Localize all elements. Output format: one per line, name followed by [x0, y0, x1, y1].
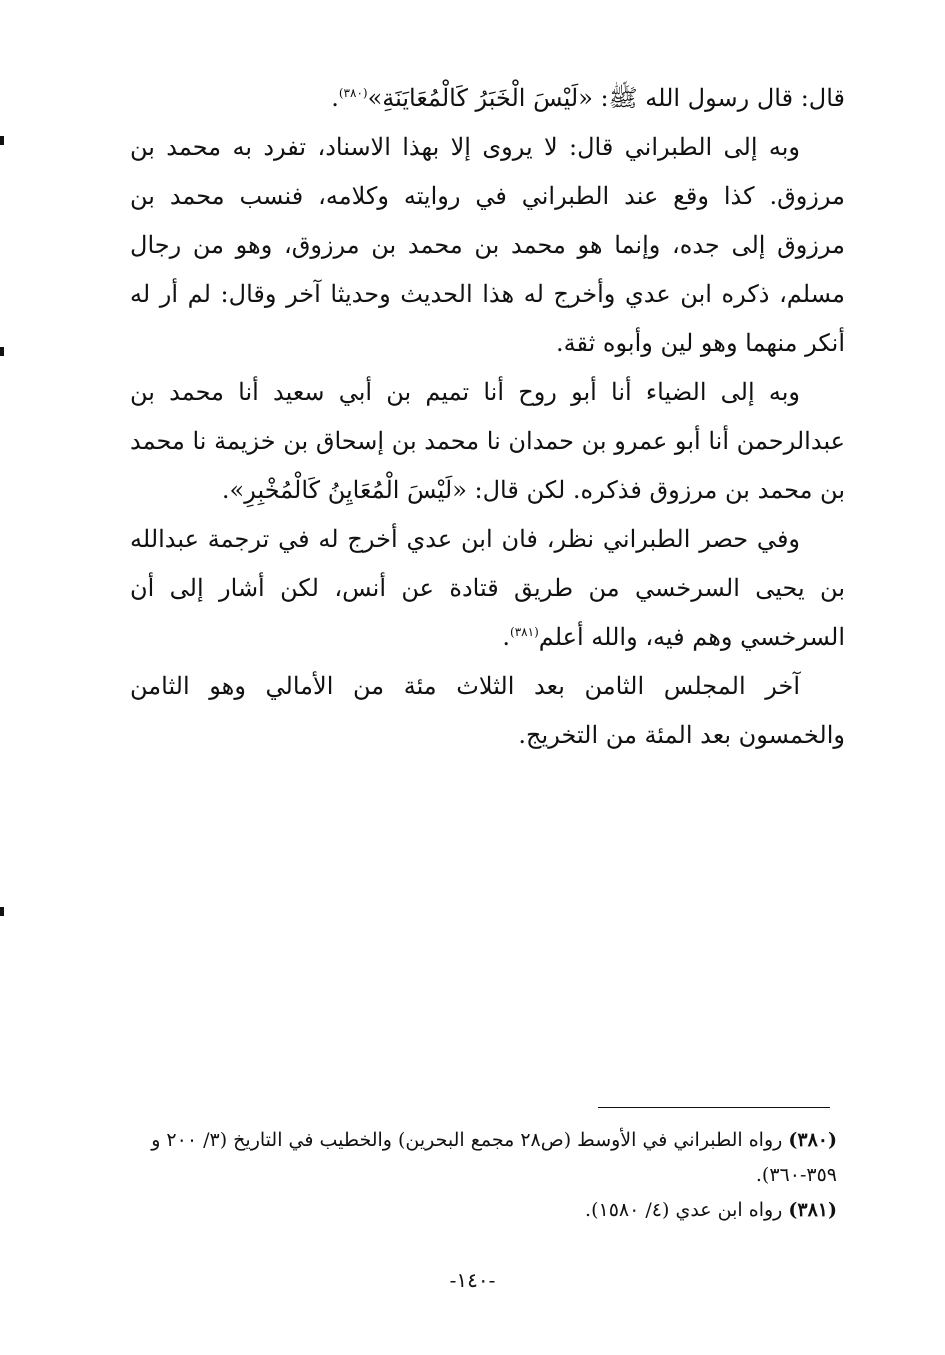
paragraph-tail: .	[331, 84, 339, 112]
paragraph-hadith	[130, 74, 845, 123]
scan-margin-mark	[0, 136, 4, 145]
main-text	[130, 74, 845, 760]
footnote-ref-381: (٣٨١)	[510, 625, 539, 639]
scan-margin-mark	[0, 347, 4, 356]
footnote-divider	[598, 1107, 830, 1108]
scan-margin-mark	[0, 907, 4, 916]
paragraph-tabarani-comment: وبه إلى الطبراني قال: لا يروى إلا بهذا الاسناد، تفرد به محمد بن مرزوق. كذا وقع عند الطبراني في روايته وكلامه، فنسب محمد بن مرزوق إلى جده، وإنما هو محمد بن محمد بن مرزوق، وهو من رجال مسلم، ذكره ابن عدي وأخرج له هذا الحديث وحديثا آخر وقال: لم أر له أنكر منهما وهو لين وأبوه ثقة.	[130, 133, 845, 357]
paragraph-text: وفي حصر الطبراني نظر، فان ابن عدي أخرج له في ترجمة عبدالله بن يحيى السرخسي من طريق قتادة عن أنس، لكن أشار إلى أن السرخسي وهم فيه، والله أعلم	[130, 525, 845, 651]
page-number: -١٤٠-	[449, 1268, 496, 1292]
footnote-ref-380: (٣٨٠)	[338, 86, 368, 100]
footnote-text: رواه ابن عدي (٤/ ١٥٨٠).	[585, 1199, 783, 1221]
footnote-number: (٣٨٠)	[788, 1129, 837, 1151]
footnote-number: (٣٨١)	[788, 1199, 837, 1221]
footnote-text: رواه الطبراني في الأوسط (ص٢٨ مجمع البحرين) والخطيب في التاريخ (٣/ ٢٠٠ و ٣٥٩-٣٦٠).	[151, 1129, 837, 1186]
footnote-380	[127, 1123, 837, 1193]
footnotes	[127, 1123, 837, 1228]
paragraph-session-end: آخر المجلس الثامن بعد الثلاث مئة من الأمالي وهو الثامن والخمسون بعد المئة من التخريج.	[130, 672, 845, 749]
paragraph-ibn-adi	[130, 515, 845, 662]
footnote-381	[127, 1193, 837, 1228]
paragraph-tail: .	[502, 623, 511, 651]
paragraph-text: قال: قال رسول الله ﷺ: «لَيْسَ الْخَبَرُ كَالْمُعَايَنَةِ»	[367, 84, 845, 112]
paragraph-diya-chain: وبه إلى الضياء أنا أبو روح أنا تميم بن أبي سعيد أنا محمد بن عبدالرحمن أنا أبو عمرو بن حمدان نا محمد بن إسحاق بن خزيمة نا محمد بن محمد بن مرزوق فذكره. لكن قال: «لَيْسَ الْمُعَايِنُ كَالْمُخْبِرِ».	[130, 378, 845, 504]
